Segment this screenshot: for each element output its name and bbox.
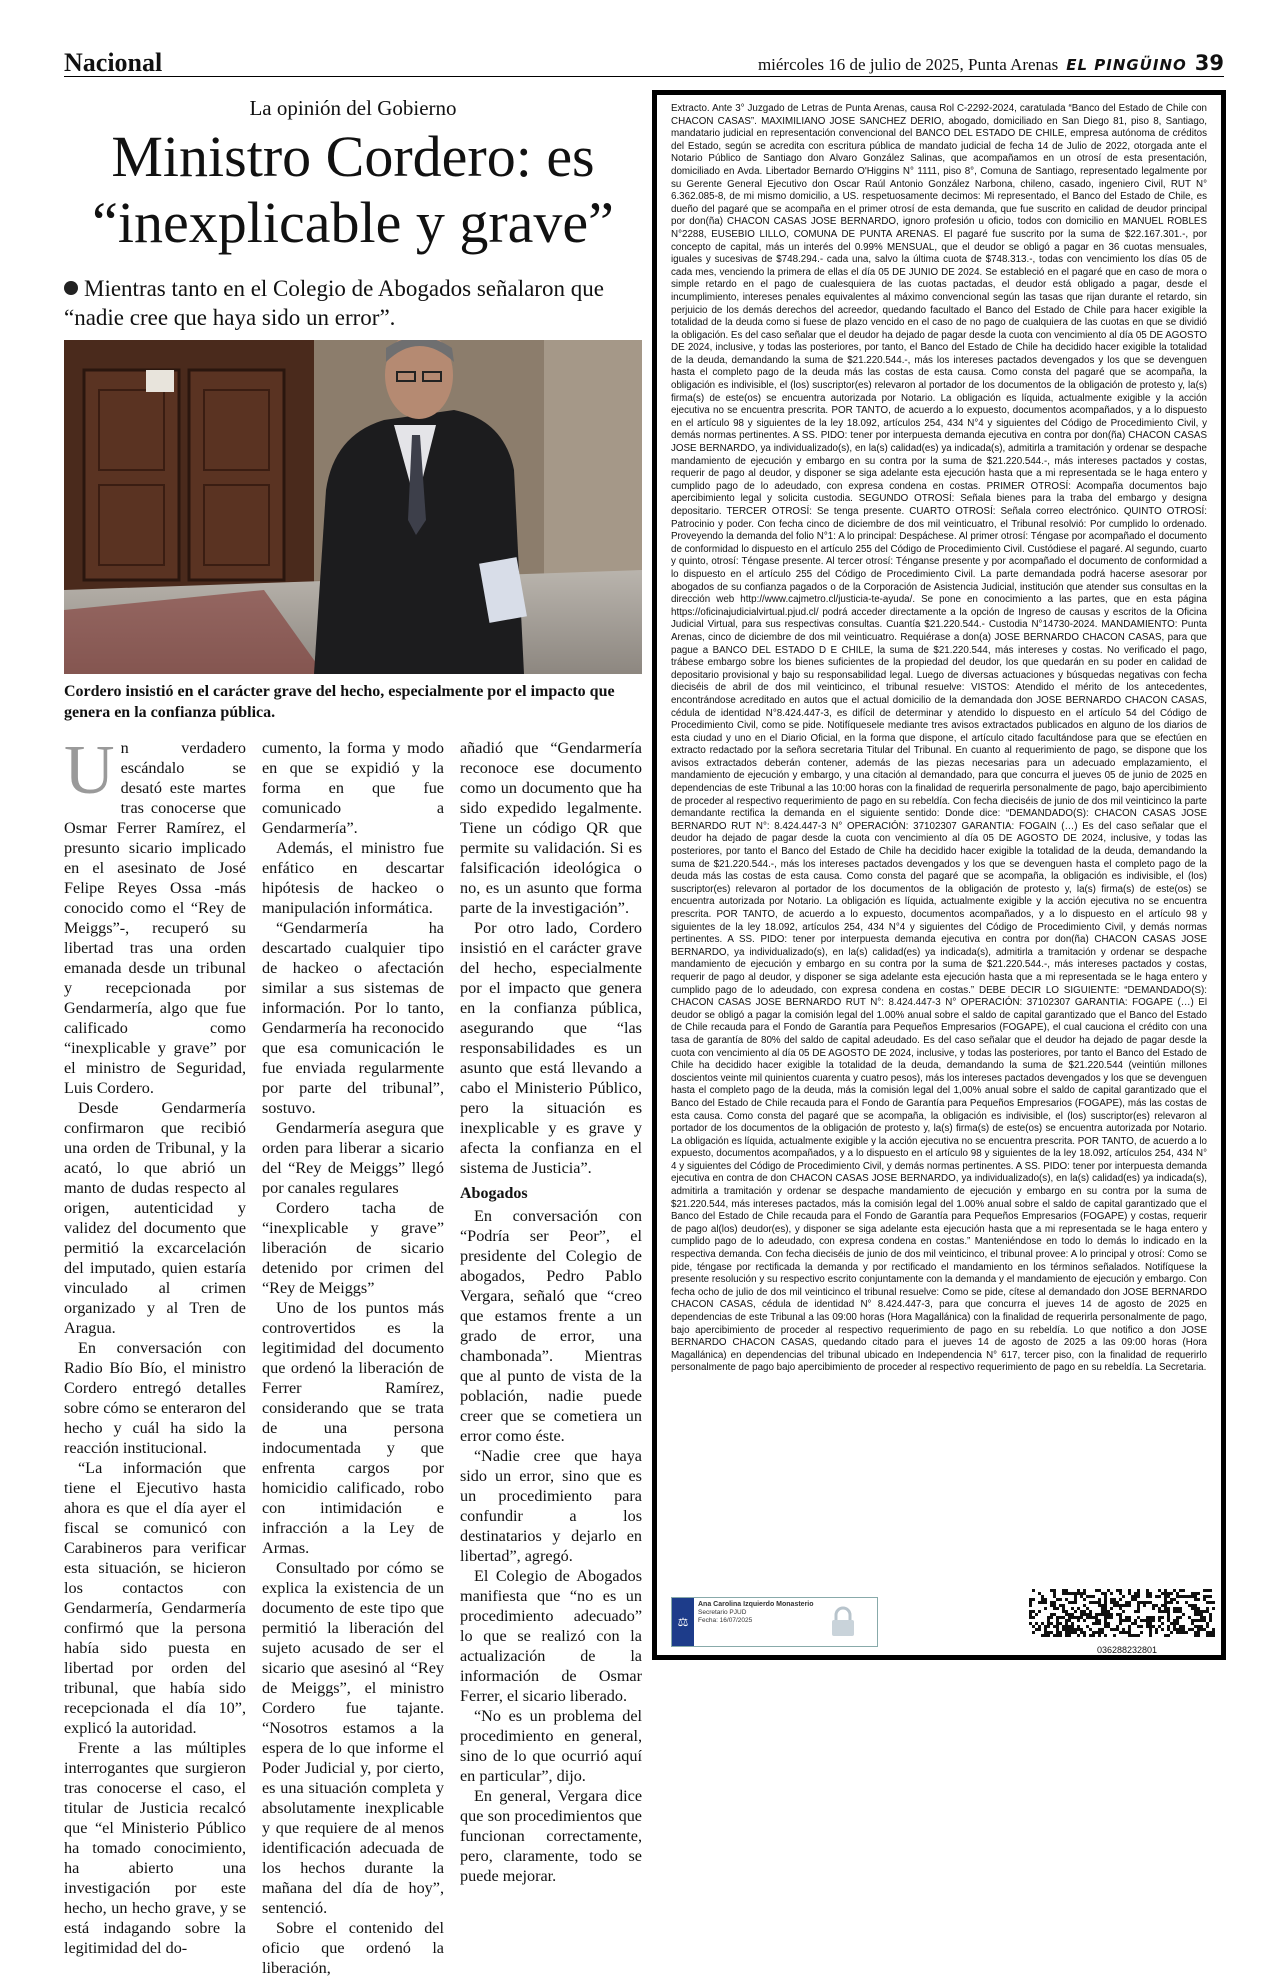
article-column-3: [460, 738, 642, 1886]
page-number: 39: [1194, 51, 1224, 75]
signer-role: Secretario PJUD: [698, 1609, 747, 1616]
article-photo: [64, 340, 642, 674]
paragraph: En general, Vergara dice que son procedimientos que funcionan correctamente, pero, claramente, todo se puede mejorar.: [460, 1787, 642, 1885]
electronic-signature-stamp: [671, 1597, 878, 1647]
paragraph: Por otro lado, Cordero insistió en el carácter grave del hecho, especialmente por el impacto que genera en la confianza pública, asegurando que “las responsabilidades es un asunto que está llevando a cabo el Ministerio Público, pero la situación es inexplicable y es grave y afecta la confianza en el sistema de Justicia”.: [460, 919, 642, 1177]
legal-notice-text: [671, 103, 1207, 1375]
drop-cap: U: [64, 732, 115, 809]
paragraph: Sobre el contenido del oficio que ordenó la liberación,: [262, 1919, 444, 1977]
paragraph: Desde Gendarmería confirmaron que recibió una orden de Tribunal, y la acató, lo que abrió un manto de dudas respecto al origen, autenticidad y validez del documento que permitió la excarcelación del imputado, quien estaría vinculado al crimen organizado y al Tren de Aragua.: [64, 1099, 246, 1337]
paragraph: En conversación con “Podría ser Peor”, el presidente del Colegio de abogados, Pedro Pablo Vergara, señaló que “creo que estamos frente a un grado de error, una chambonada”. Mientras que al punto de vista de la población, nadie puede creer que se cometiera un error como éste.: [460, 1207, 642, 1445]
paragraph: Gendarmería asegura que orden para liberar a sicario del “Rey de Meiggs” llegó por canales regulares: [262, 1119, 444, 1197]
paragraph: “Gendarmería ha descartado cualquier tipo de hackeo o afectación similar a sus sistemas de información. Por lo tanto, Gendarmería ha reconocido que esa comunicación le fue enviada regularmente por parte del tribunal”, sostuvo.: [262, 919, 444, 1117]
paragraph: Uno de los puntos más controvertidos es la legitimidad del documento que ordenó la liberación de Ferrer Ramírez, considerando que se trata de una persona indocumentada y que enfrenta cargos por homicidio calificado, robo con intimidación e infracción a la Ley de Armas.: [262, 1299, 444, 1557]
issue-date: miércoles 16 de julio de 2025, Punta Arenas: [757, 55, 1059, 74]
paragraph: Frente a las múltiples interrogantes que surgieron tras conocerse el caso, el titular de Justicia recalcó que “el Ministerio Público ha tomado conocimiento, ha abierto una investigación por este hecho, un hecho grave, y se está indagando sobre la legitimidad del do-: [64, 1739, 246, 1957]
court-seal-icon: ⚖: [672, 1598, 694, 1646]
article-headline: Ministro Cordero: es “inexplicable y grave”: [92, 124, 614, 255]
legal-notice-box: [652, 90, 1226, 1660]
qr-code-number: 036288232801: [1097, 1645, 1158, 1655]
paragraph: “No es un problema del procedimiento en general, sino de lo que ocurrió aquí en particular”, dijo.: [460, 1707, 642, 1785]
signature-detail: Fecha: 16/07/2025: [698, 1617, 753, 1624]
paragraph: El Colegio de Abogados manifiesta que “no es un procedimiento adecuado” lo que se realizó con la actualización de la información de Osmar Ferrer, el sicario liberado.: [460, 1567, 642, 1705]
article-kicker: La opinión del Gobierno: [249, 96, 457, 120]
bullet-icon: [64, 281, 78, 295]
qr-code-icon: [1029, 1589, 1217, 1637]
article-column-2: [262, 738, 444, 1978]
paragraph: Además, el ministro fue enfático en descartar hipótesis de hackeo o manipulación informática.: [262, 839, 444, 917]
section-label: Nacional: [64, 48, 163, 77]
paragraph: n verdadero escándalo se desató este martes tras conocerse que Osmar Ferrer Ramírez, el presunto sicario implicado en el asesinato de José Felipe Reyes Ossa -más conocido como el “Rey de Meiggs”-, recuperó su libertad tras una orden emanada desde un tribunal y recepcionada por Gendarmería, algo que fue calificado como “inexplicable y grave” por el ministro de Seguridad, Luis Cordero.: [64, 739, 246, 1097]
article-column-1: [64, 732, 246, 1958]
deck-text: Mientras tanto en el Colegio de Abogados señalaron que “nadie cree que haya sido un error”.: [64, 276, 604, 330]
subhead: Abogados: [460, 1185, 528, 1202]
photo-caption: Cordero insistió en el carácter grave del hecho, especialmente por el impacto que genera en la confianza pública.: [64, 683, 615, 721]
page-header: [64, 48, 1224, 77]
paragraph: Consultado por cómo se explica la existencia de un documento de este tipo que permitió la liberación del sujeto acusado de ser el sicario que asesinó al “Rey de Meiggs”, el ministro Cordero fue tajante. “Nosotros estamos a la espera de lo que informe el Poder Judicial y, por cierto, es una situación completa y absolutamente inexplicable y que requiere de al menos identificación adecuada de los hechos durante la mañana del día de hoy”, sentenció.: [262, 1559, 444, 1917]
signer-name: Ana Carolina Izquierdo Monasterio: [698, 1601, 814, 1608]
newspaper-logo: EL PINGÜINO: [1066, 56, 1187, 74]
article-deck: [64, 274, 642, 332]
paragraph: “Nadie cree que haya sido un error, sino que es un procedimiento para confundir a los destinatarios y dejarlo en libertad”, agregó.: [460, 1447, 642, 1565]
paragraph: “La información que tiene el Ejecutivo hasta ahora es que el día ayer el fiscal se comunicó con Carabineros para verificar esta situación, se hicieron los contactos con Gendarmería, Gendarmería confirmó que la persona había sido puesta en libertad por orden del tribunal, que había sido recepcionada el día 10”, explicó la autoridad.: [64, 1459, 246, 1737]
minister-photo: [64, 340, 642, 674]
paragraph: cumento, la forma y modo en que se expidió y la forma en que fue comunicado a Gendarmería”.: [262, 739, 444, 837]
paragraph: Cordero tacha de “inexplicable y grave” liberación de sicario detenido por crimen del “Rey de Meiggs”: [262, 1199, 444, 1297]
paragraph: añadió que “Gendarmería reconoce ese documento como un documento que ha sido expedido legalmente. Tiene un código QR que permite su validación. Si es falsificación ideológica o no, es un asunto que forma parte de la investigación”.: [460, 739, 642, 917]
lock-icon: [822, 1598, 864, 1646]
paragraph: En conversación con Radio Bío Bío, el ministro Cordero entregó detalles sobre cómo se enteraron del hecho y cuál ha sido la reacción institucional.: [64, 1339, 246, 1457]
legal-paragraph: Extracto. Ante 3° Juzgado de Letras de Punta Arenas, causa Rol C-2292-2024, caratulada “Banco del Estado de Chile con CHACON CASAS”. MAXIMILIANO JOSE SANCHEZ DERIO, abogado, domiciliado en San Diego 81, piso 8, Santiago, mandatario judicial en representación convencional del BANCO DEL ESTADO DE CHILE, empresa autónoma de créditos del Estado, según se acredita con escritura pública de mandato judicial de fecha 14 de Julio de 2022, otorgada ante el Notario Público de Santiago don Alvaro González Salinas, que acompañamos en un otrosí de esta presentación, domiciliado en Avda. Libertador Bernardo O'Higgins N° 1111, piso 8°, Comuna de Santiago, representado legalmente por su Gerente General Ejecutivo don Oscar Raúl Antonio González Narbona, chileno, casado, ingeniero Civil, RUT N° 6.362.085-8, de mi mismo domicilio, a US. respetuosamente decimos: Mi representado, el Banco del Estado de Chile, es dueño del pagaré que se acompaña en el primer otrosí de esta demanda, que fue suscrito en calidad de deudor principal por don(ña) CHACON CASAS JOSE BERNARDO, ignoro profesión u oficio, todos con domicilio en MANUEL ROBLES N°2288, EUSEBIO LILLO, COMUNA DE PUNTA ARENAS. El pagaré fue suscrito por la suma de $22.167.301.-, por concepto de capital, más un interés del 0.99% MENSUAL, que el deudor se obligó a pagar en 36 cuotas mensuales, iguales y sucesivas de $748.294.- cada una, salvo la última cuota de $748.313.-, todas con vencimiento los días 05 de cada mes, venciendo la primera de ellas el día 05 DE JUNIO DE 2024. Se estableció en el pagaré que en caso de mora o simple retardo en el pago de cualesquiera de las cuotas pactadas, el deudor está obligado a pagar, desde el incumplimiento, intereses penales equivalentes al máximo convencional según las tasas que rijan durante el retardo, sin perjuicio de los demás derechos del acreedor, quedando facultado el Banco del Estado de Chile para hacer exigible la totalidad de la deuda como si fuese de plazo vencido en el caso de no pago de cualquiera de las cuotas en que se dividió la obligación. Es del caso señalar que el deudor ha dejado de pagar desde la cuota con vencimiento al día 05 DE AGOSTO DE 2024, inclusive, y todas las posteriores, por tanto, el Banco del Estado de Chile ha decidido hacer exigible la totalidad de la deuda, demandando la suma de $21.220.544.-, más los intereses pactados devengados y los que se devenguen hasta el completo pago de la deuda más las costas de esta causa. Como consta del pagaré que se acompaña, la obligación es indivisible, el (los) suscriptor(es) relevaron al portador de los documentos de la obligación de protesto y, la(s) firma(s) de este(os) se encuentra autorizada por Notario. La obligación es líquida, actualmente exigible y la acción ejecutiva no se encuentra prescrita. POR TANTO, de acuerdo a lo expuesto, documentos acompañados, y a lo dispuesto en el artículo 98 y siguientes de la ley 18.092, artículos 254, 434 N°4 y siguientes del Código de Procedimiento Civil, y demás normas pertinentes. A SS. PIDO: tener por interpuesta demanda ejecutiva en contra por don(ña) CHACON CASAS JOSE BERNARDO, ya individualizado(s), en la(s) calidad(es) ya indicada(s), admitirla a tramitación y ordenar se despache mandamiento de ejecución y embargo en su contra por la suma de $21.220.544.-, más intereses pactados y costas, requerir de pago al deudor, y disponer se siga adelante esta ejecución hasta que a mi representada se le haga entero y cumplido pago de lo adeudado, con expresa condena en costas. PRIMER OTROSÍ: Acompaña documentos bajo apercibimiento legal y solicita custodia. SEGUNDO OTROSÍ: Señala bienes para la traba del embargo y designa depositario. TERCER OTROSÍ: Se tenga presente. CUARTO OTROSÍ: Señala correo electrónico. QUINTO OTROSÍ: Patrocinio y poder. Con fecha cinco de diciembre de dos mil veinticuatro, el Tribunal resolvió: Por cumplido lo ordenado. Proveyendo la demanda del folio N°1: A lo principal: Despáchese. Al primer otrosí: Téngase por acompañado el documento de conformidad lo dispuesto en el artículo 255 del Código de Procedimiento Civil. Custódiese el pagaré. Al segundo, cuarto y quinto, otrosí: Téngase presente. Al tercer otrosí: Ténganse presente y por acompañado el documento de conformidad a lo dispuesto en el artículo 255 del Código de Procedimiento Civil. La parte demandada podrá hacerse asesorar por abogados de su confianza pagados o de la Corporación de Asistencia Judicial, institución que atender sus consultas en la dirección web http://www.cajmetro.cl/justicia-te-ayuda/. Se pone en conocimiento a las partes, que en esta página https://oficinajudicialvirtual.pjud.cl/ podrá acceder directamente a la opción de Ingreso de causas y escritos de la Oficina Judicial Virtual, para sus respectivas consultas. Cuantía $21.220.544.- Custodia N°14730-2024. MANDAMIENTO: Punta Arenas, cinco de diciembre de dos mil veinticuatro. Requiérase a don(a) JOSE BERNARDO CHACON CASAS, para que pague a BANCO DEL ESTADO D E CHILE, la suma de $21.220.544, más intereses y costas. No verificado el pago, trábese embargo sobre los bienes suficientes de la propiedad del deudor, los que quedarán en su poder en calidad de depositario provisional y bajo su responsabilidad legal. Luego de diversas actuaciones y búsquedas negativas con fecha dieciséis de abril de dos mil veinticinco, el tribunal resuelve: VISTOS: Atendido el mérito de los antecedentes, encontrándose acreditado en autos que el actual domicilio de la demandada don JOSE BERNARDO CHACON CASAS, cédula de identidad N°8.424.447-3, es difícil de determinar y atendido lo dispuesto en el artículo 54 del Código de Procedimiento Civil, como se pide. Notifíquesele mediante tres avisos extractados publicados en alguno de los diarios de esta ciudad y uno en el Diario Oficial, en la forma que dispone, el artículo citado facultándose para que se efectúen en extracto redactado por la señora secretaria Titular del Tribunal. En cuanto al requerimiento de pago, se dispone que los avisos extractados deberán contener, además de las piezas necesarias para un adecuado emplazamiento, el mandamiento de ejecución y embargo, y una citación al demandado, para que concurra el jueves 05 de junio de 2025 en dependencias de este Tribunal a las 10:00 horas con la finalidad de requerirla personalmente de pago, bajo apercibimiento de proceder al respectivo requerimiento de pago en su rebeldía. Con fecha dieciséis de junio de dos mil veinticinco la parte demandante rectifica la demanda en el siguiente sentido: Donde dice: “DEMANDADO(S): CHACON CASAS JOSE BERNARDO RUT N°: 8.424.447-3 N° OPERACIÓN: 37102307 GARANTIA: FOGAIN (…) Es del caso señalar que el deudor ha dejado de pagar desde la cuota con vencimiento al día 05 DE AGOSTO DE 2024, inclusive, y todas las posteriores, por tanto el Banco del Estado de Chile ha decidido hacer exigible la totalidad de la deuda, demandando la suma de $21.220.544.-, más los intereses pactados devengados y los que se devenguen hasta el completo pago de la deuda más las costas de esta causa. Como consta del pagaré que se acompaña, la obligación es indivisible, el (los) suscriptor(es) relevaron al portador de los documentos de la obligación de protesto y, la(s) firma(s) de este(os) se encuentra autorizada por Notario. La obligación es líquida, actualmente exigible y la acción ejecutiva no se encuentra prescrita. POR TANTO, de acuerdo a lo expuesto, documentos acompañados, y a lo dispuesto en el artículo 98 y siguientes de la ley 18.092, artículos 254, 434 N°4 y siguientes del Código de Procedimiento Civil, y demás normas pertinentes. A SS. PIDO: tener por interpuesta demanda ejecutiva en contra por don(ña) CHACON CASAS JOSE BERNARDO, ya individualizado(s), en la(s) calidad(es) ya indicada(s), admitirla a tramitación y ordenar se despache mandamiento de ejecución y embargo en su contra por la suma de $21.220.544.-, más intereses pactados y costas, requerir de pago al deudor, y disponer se siga adelante esta ejecución hasta que a mi representada se le haga entero y cumplido pago de lo adeudado, con expresa condena en costas.” DEBE DECIR LO SIGUIENTE: “DEMANDADO(S): CHACON CASAS JOSE BERNARDO RUT N°: 8.424.447-3 N° OPERACIÓN: 37102307 GARANTIA: FOGAPE (…) El deudor se obligó a pagar la comisión legal del 1.00% anual sobre el saldo de capital garantizado que el Banco del Estado de Chile recauda para el Fondo de Garantía para Pequeños Empresarios (FOGAPE), el cual cauciona el crédito con una tasa de garantía de 80% del saldo de capital adeudado. Es del caso señalar que el deudor ha dejado de pagar desde la cuota con vencimiento al día 05 DE AGOSTO DE 2024, inclusive, y todas las posteriores, por tanto el Banco del Estado de Chile ha decidido hacer exigible la totalidad de la deuda, demandando la suma de $21.220.544 (veintiún millones doscientos veinte mil quinientos cuarenta y cuatro pesos), más los intereses pactados devengados y los que se devenguen hasta el completo pago de la deuda, más la comisión legal del 1,00% anual sobre el saldo de capital garantizado que el Banco del Estado de Chile recauda para el Fondo de Garantía para Pequeños Empresarios (FOGAPE), más las costas de esta causa. Como consta del pagaré que se acompaña, la obligación es indivisible, el (los) suscriptor(es) relevaron al portador de los documentos de la obligación de protesto y, la(s) firma(s) de este(os) se encuentra autorizada por Notario. La obligación es líquida, actualmente exigible y la acción ejecutiva no se encuentra prescrita. POR TANTO, de acuerdo a lo expuesto, documentos acompañados, y a lo dispuesto en el artículo 98 y siguientes de la ley 18.092, artículos 254, 434 N° 4 y siguientes del Código de Procedimiento Civil, y demás normas pertinentes. A SS. PIDO: tener por interpuesta demanda ejecutiva en contra de don CHACON CASAS JOSE BERNARDO, ya individualizado(s), en la(s) calidad(es) ya indicada(s), admitirla a tramitación y ordenar se despache mandamiento de ejecución y embargo en su contra por la suma de $21.220.544, más intereses pactados, más la comisión legal del 1.00% anual sobre el saldo de capital garantizado que el Banco del Estado de Chile recauda para el Fondo de Garantía para Pequeños Empresarios (FOGAPE) y costas, requerir de pago al(los) deudor(es), y disponer se siga adelante esta ejecución hasta que a mi representada se le haga entero y cumplido pago de lo adeudado, con expresa condena en costas.” Manteniéndose en todo lo demás lo indicado en la respectiva demanda. Con fecha dieciséis de junio de dos mil veinticinco, el tribunal provee: A lo principal y otrosí: Como se pide, téngase por rectificada la demanda y por rectificado el mandamiento en los términos señalados. Notifíquese la presente resolución y su respectivo escrito conjuntamente con la demanda y el mandamiento de ejecución y embargo. Con fecha ocho de julio de dos mil veinticinco el tribunal resuelve: Como se pide, cítese al demandado don JOSE BERNARDO CHACON CASAS, cédula de identidad N° 8.424.447-3, para que concurra el jueves 14 de agosto de 2025 en dependencias de este Tribunal a las 09:00 horas (Hora Magallánica) con la finalidad de requerirla personalmente de pago, bajo apercibimiento de proceder al respectivo requerimiento de pago en su rebeldía. Lo que notifico a don JOSE BERNARDO CHACON CASAS, quedando citado para el jueves 14 de agosto de 2025 a las 09:00 horas (Hora Magallánica) en dependencias del tribunal ubicado en Independencia N° 617, tercer piso, con la finalidad de requerirlo personalmente de pago bajo apercibimiento de proceder al respectivo requerimiento de pago en su rebeldía. La Secretaria.: [671, 103, 1207, 1374]
